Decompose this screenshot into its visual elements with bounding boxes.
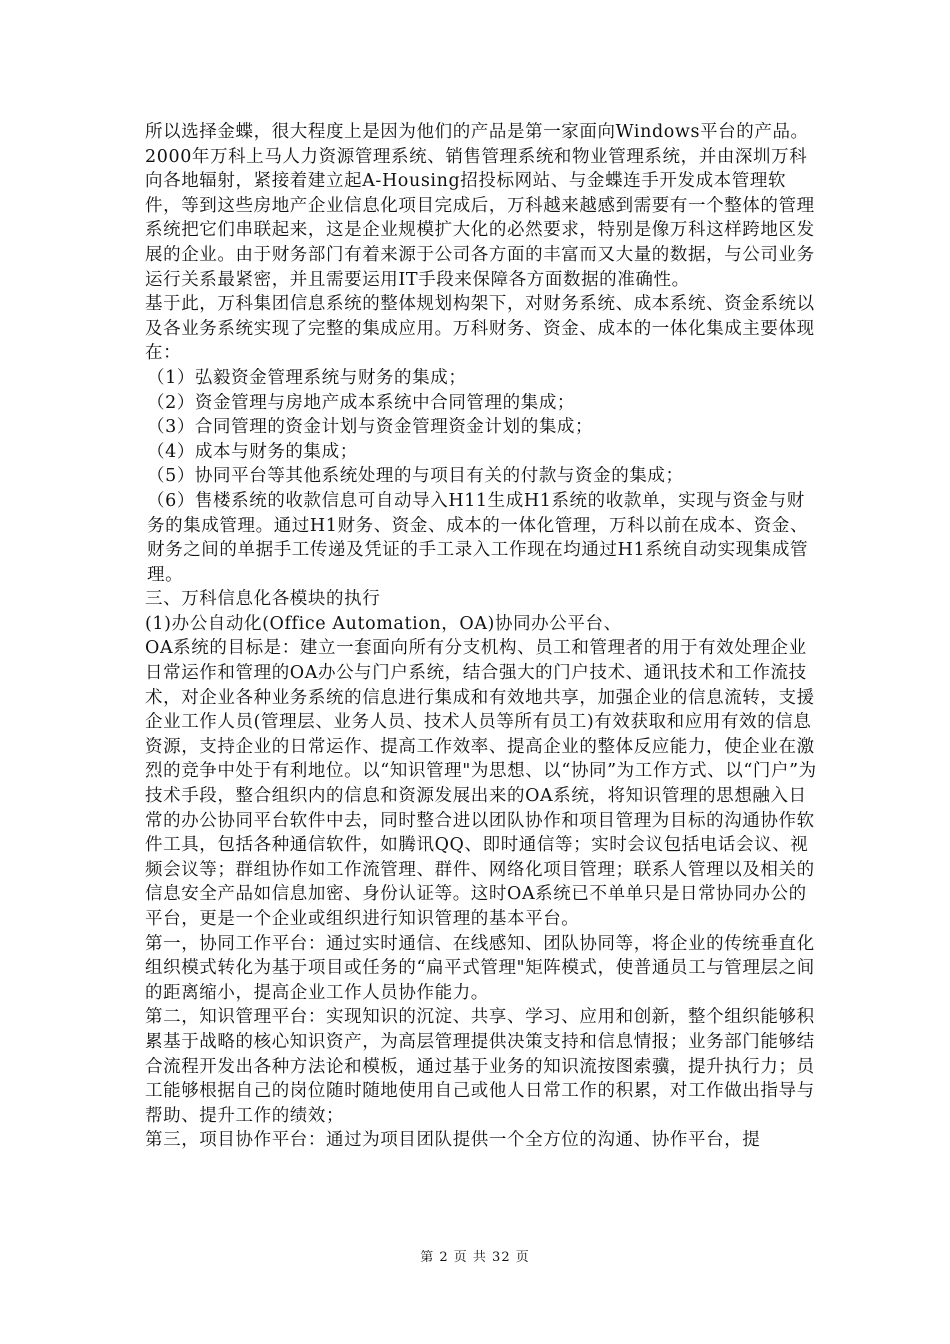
paragraph-integration: 基于此，万科集团信息系统的整体规划构架下，对财务系统、成本系统、资金系统以及各业务系统实现了完整的集成应用。万科财务、资金、成本的一体化集成主要体现在：: [145, 294, 815, 364]
list-item: （4）成本与财务的集成；: [147, 441, 358, 462]
list-item: （1）弘毅资金管理系统与财务的集成；: [147, 367, 467, 388]
list-item: （3）合同管理的资金计划与资金管理资金计划的集成；: [147, 417, 594, 438]
paragraph-third: 第三，项目协作平台：通过为项目团队提供一个全方位的沟通、协作平台，提: [145, 1130, 761, 1151]
paragraph-second: 第二，知识管理平台：实现知识的沉淀、共享、学习、应用和创新，整个组织能够积累基于战略的核心知识资产，为高层管理提供决策支持和信息情报；业务部门能够结合流程开发出各种方法论和模板，通过基于业务的知识流按图索骥，提升执行力；员工能够根据自己的岗位随时随地使用自己或他人日常工作的积累，对工作做出指导与帮助、提升工作的绩效；: [145, 1007, 815, 1126]
document-body: [145, 120, 817, 1153]
paragraph-intro: 所以选择金蝶，很大程度上是因为他们的产品是第一家面向Windows平台的产品。2000年万科上马人力资源管理系统、销售管理系统和物业管理系统，并由深圳万科向各地辐射，紧接着建立起A-Housing招投标网站、与金蝶连手开发成本管理软件，等到这些房地产企业信息化项目完成后，万科越来越感到需要有一个整体的管理系统把它们串联起来，这是企业规模扩大化的必然要求，特别是像万科这样跨地区发展的企业。由于财务部门有着来源于公司各方面的丰富而又大量的数据，与公司业务运行关系最紧密，并且需要运用IT手段来保障各方面数据的准确性。: [145, 122, 815, 290]
list-item: （2）资金管理与房地产成本系统中合同管理的集成；: [147, 392, 576, 413]
list-item: （5）协同平台等其他系统处理的与项目有关的付款与资金的集成；: [147, 466, 684, 487]
subsection-heading: (1)办公自动化(Office Automation，OA)协同办公平台、: [145, 613, 622, 634]
list-item: （6）售楼系统的收款信息可自动导入H11生成H1系统的收款单，实现与资金与财务的集成管理。通过H1财务、资金、成本的一体化管理，万科以前在成本、资金、财务之间的单据手工传递及凭证的手工录入工作现在均通过H1系统自动实现集成管理。: [147, 490, 809, 585]
paragraph-oa-goal: OA系统的目标是：建立一套面向所有分支机构、员工和管理者的用于有效处理企业日常运作和管理的OA办公与门户系统，结合强大的门户技术、通讯技术和工作流技术，对企业各种业务系统的信息进行集成和有效地共享，加强企业的信息流转，支援企业工作人员(管理层、业务人员、技术人员等所有员工)有效获取和应用有效的信息资源，支持企业的日常运作、提高工作效率、提高企业的整体反应能力，使企业在激烈的竞争中处于有利地位。以“知识管理"为思想、以“协同”为工作方式、以“门户”为技术手段，整合组织内的信息和资源发展出来的OA系统，将知识管理的思想融入日常的办公协同平台软件中去，同时整合进以团队协作和项目管理为目标的沟通协作软件工具，包括各种通信软件，如腾讯QQ、即时通信等；实时会议包括电话会议、视频会议等；群组协作如工作流管理、群件、网络化项目管理；联系人管理以及相关的信息安全产品如信息加密、身份认证等。这时OA系统已不单单只是日常协同办公的平台，更是一个企业或组织进行知识管理的基本平台。: [145, 638, 817, 929]
page-footer: 第 2 页 共 32 页: [420, 1250, 530, 1265]
paragraph-first: 第一，协同工作平台：通过实时通信、在线感知、团队协同等，将企业的传统垂直化组织模式转化为基于项目或任务的“扁平式管理"矩阵模式，使普通员工与管理层之间的距离缩小，提高企业工作人员协作能力。: [145, 933, 815, 1003]
section-heading: 三、万科信息化各模块的执行: [145, 589, 381, 610]
